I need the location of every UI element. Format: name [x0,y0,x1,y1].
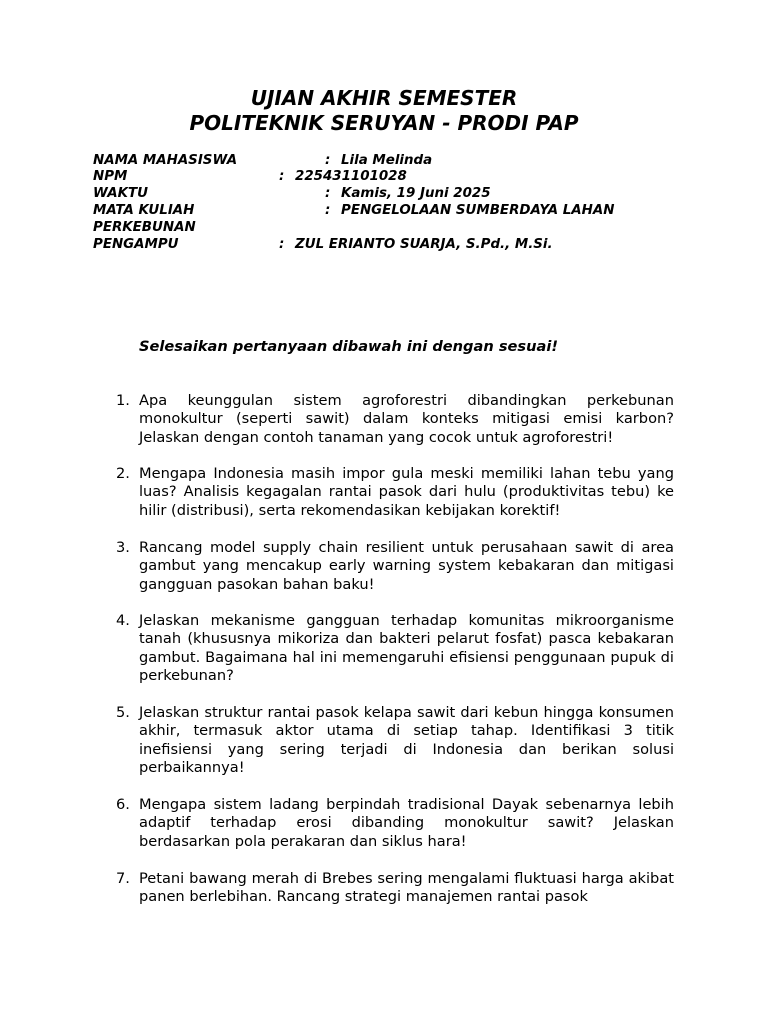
institution-title: POLITEKNIK SERUYAN - PRODI PAP [189,111,579,135]
question-number: 5. [116,704,130,721]
info-row-pengampu [93,236,553,253]
waktu-separator: : [325,186,331,201]
npm-label: NPM [93,169,128,184]
npm-separator: : [279,169,285,184]
instruction-text: Selesaikan pertanyaan dibawah ini dengan sesuai! [139,338,558,355]
pengampu-label: PENGAMPU [93,237,179,252]
mata-kuliah-separator: : [325,203,331,218]
pengampu-value: ZUL ERIANTO SUARJA, S.Pd., M.Si. [295,237,553,252]
info-row-mata-kuliah-cont [93,219,196,236]
mata-kuliah-label: MATA KULIAH [93,203,195,218]
question-number: 7. [116,870,130,887]
info-row-npm [93,168,407,185]
question-number: 4. [116,612,130,629]
pengampu-separator: : [279,237,285,252]
nama-value: Lila Melinda [341,153,433,168]
question-text: Rancang model supply chain resilient untuk perusahaan sawit di area gambut yang mencakup early warning system kebakaran dan mitigasi gangguan pasokan bahan baku! [139,539,674,593]
question-number: 1. [116,392,130,409]
question-text: Mengapa Indonesia masih impor gula meski memiliki lahan tebu yang luas? Analisis kegagalan rantai pasok dari hulu (produktivitas tebu) ke hilir (distribusi), serta rekomendasikan kebijakan korektif! [139,465,674,519]
waktu-value: Kamis, 19 Juni 2025 [341,186,491,201]
exam-title: UJIAN AKHIR SEMESTER [250,86,518,110]
info-row-waktu [93,185,491,202]
question-text: Mengapa sistem ladang berpindah tradisional Dayak sebenarnya lebih adaptif terhadap erosi dibanding monokultur sawit? Jelaskan berdasarkan pola perakaran dan siklus hara! [139,796,674,850]
mata-kuliah-value: PENGELOLAAN SUMBERDAYA LAHAN [341,203,615,218]
question-text: Apa keunggulan sistem agroforestri dibandingkan perkebunan monokultur (seperti sawit) dalam konteks mitigasi emisi karbon? Jelaskan dengan contoh tanaman yang cocok untuk agroforestri! [139,392,674,446]
question-text: Jelaskan mekanisme gangguan terhadap komunitas mikroorganisme tanah (khususnya mikoriza dan bakteri pelarut fosfat) pasca kebakaran gambut. Bagaimana hal ini memengaruhi efisiensi penggunaan pupuk di perkebunan? [139,612,674,684]
question-text: Petani bawang merah di Brebes sering mengalami fluktuasi harga akibat panen berlebihan. Rancang strategi manajemen rantai pasok [139,870,674,906]
question-number: 6. [116,796,130,813]
npm-value: 225431101028 [295,169,407,184]
info-row-nama [93,152,433,169]
info-row-mata-kuliah [93,202,615,219]
nama-separator: : [325,153,331,168]
question-number: 2. [116,465,130,482]
nama-label: NAMA MAHASISWA [93,153,238,168]
question-number: 3. [116,539,130,556]
question-text: Jelaskan struktur rantai pasok kelapa sawit dari kebun hingga konsumen akhir, termasuk aktor utama di setiap tahap. Identifikasi 3 titik inefisiensi yang sering terjadi di Indonesia dan berikan solusi perbaikannya! [139,704,674,776]
waktu-label: WAKTU [93,186,149,201]
mata-kuliah-label-cont: PERKEBUNAN [93,220,196,235]
